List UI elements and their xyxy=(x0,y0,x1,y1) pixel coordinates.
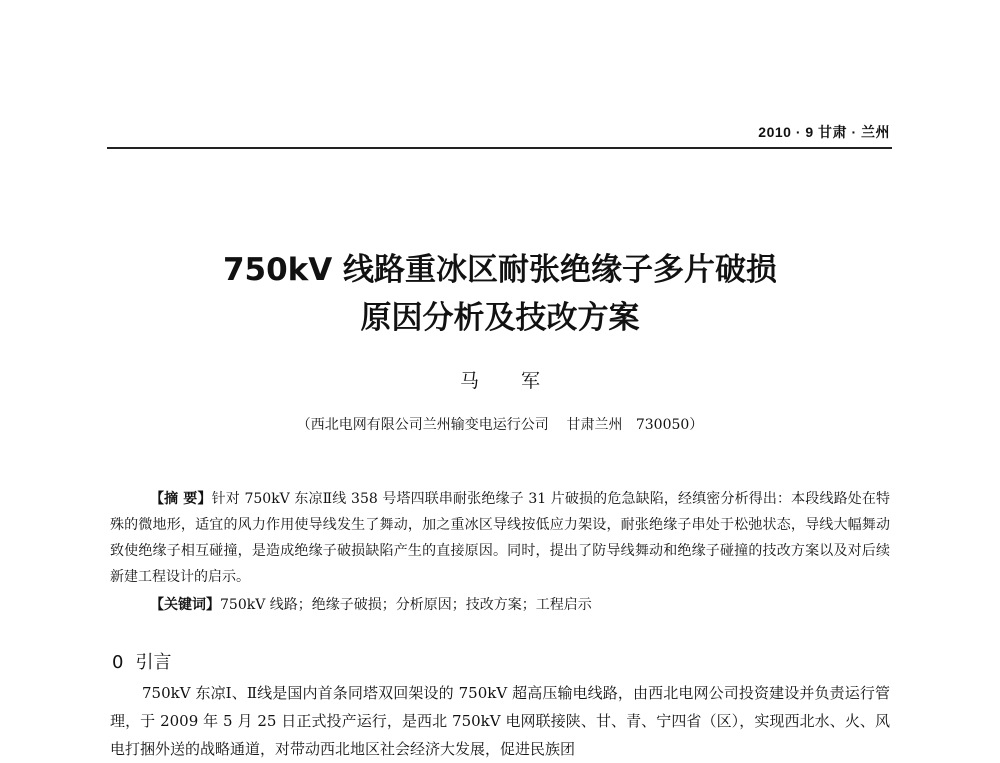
abstract-text: 针对 750kV 东凉Ⅱ线 358 号塔四联串耐张绝缘子 31 片破损的危急缺陷，经缜密分析得出：本段线路处在特殊的微地形，适宜的风力作用使导线发生了舞动，加之重冰区导线按低应力架设，耐张绝缘子串处于松弛状态，导线大幅舞动致使绝缘子相互碰撞，是造成绝缘子破损缺陷产生的直接原因。同时，提出了防导线舞动和绝缘子碰撞的技改方案以及对后续新建工程设计的启示。 xyxy=(110,491,891,585)
abstract-label: 【摘 要】 xyxy=(150,491,212,507)
paper-title xyxy=(0,246,1000,342)
body-paragraph: 750kV 东凉Ⅰ、Ⅱ线是国内首条同塔双回架设的 750kV 超高压输电线路，由西北电网公司投资建设并负责运行管理，于 2009 年 5 月 25 日正式投产运行，是西北 750kV 电网联接陕、甘、青、宁四省（区），实现西北水、火、风电打捆外送的战略通道，对带动西北地区社会经济大发展，促进民族团 xyxy=(110,684,890,758)
abstract xyxy=(110,486,890,590)
keywords-text: 750kV 线路；绝缘子破损；分析原因；技改方案；工程启示 xyxy=(220,597,592,613)
section-heading xyxy=(112,648,171,674)
keywords xyxy=(150,592,890,618)
section-title: 引言 xyxy=(135,652,172,673)
author-affiliation: （西北电网有限公司兰州输变电运行公司 甘肃兰州 730050） xyxy=(296,417,704,433)
section-number: 0 xyxy=(112,652,124,673)
title-line-1: 750kV 线路重冰区耐张绝缘子多片破损 xyxy=(222,252,778,288)
journal-header-meta: 2010 · 9 甘肃 · 兰州 xyxy=(758,124,890,140)
keywords-label: 【关键词】 xyxy=(150,597,220,613)
header-rule xyxy=(107,147,892,149)
title-line-2: 原因分析及技改方案 xyxy=(360,300,640,336)
author-name: 马 军 xyxy=(459,370,559,392)
